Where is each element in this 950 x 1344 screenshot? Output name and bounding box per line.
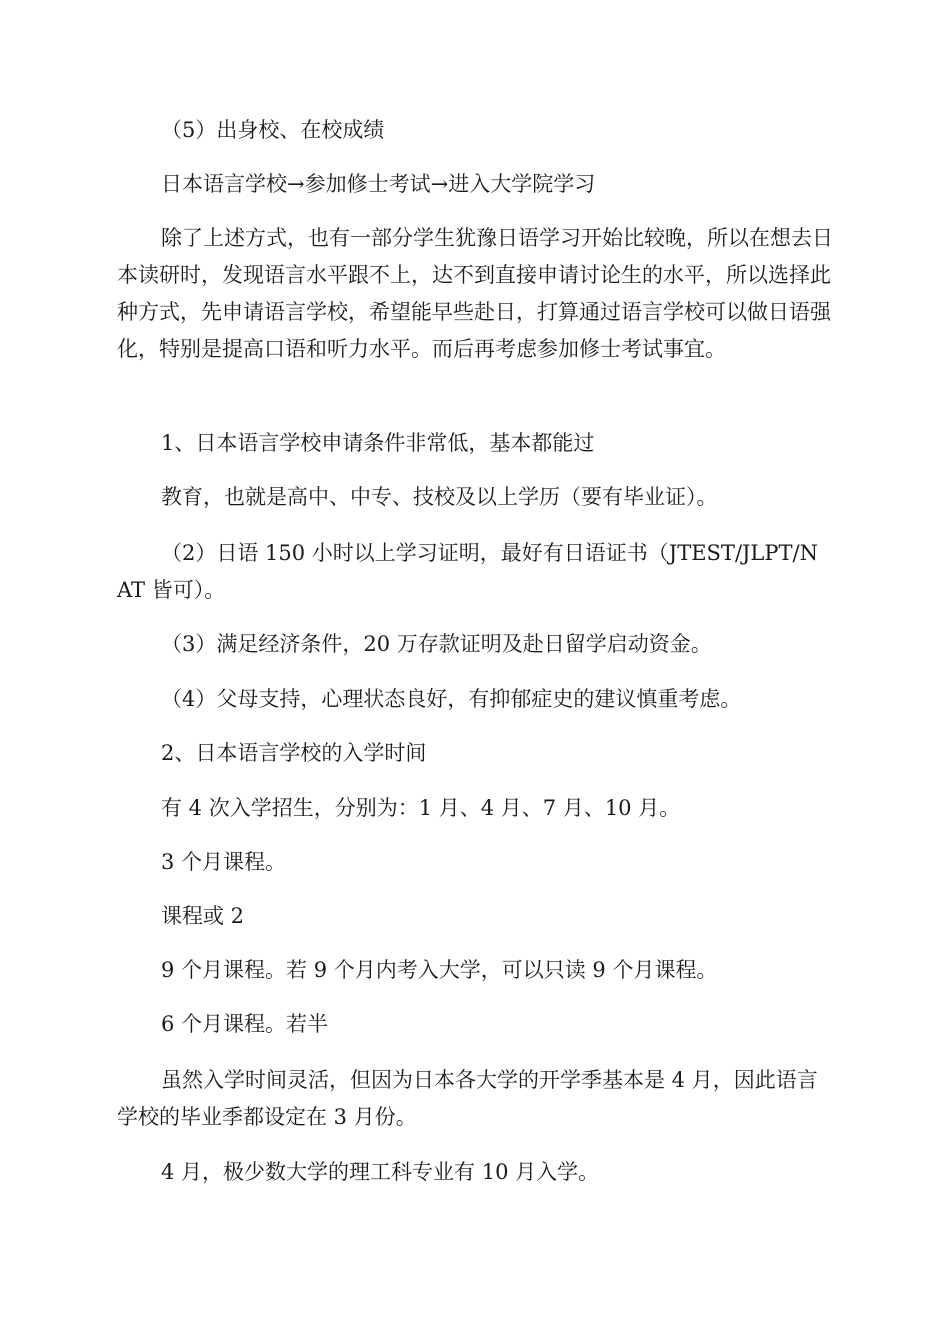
heading-enrollment-time: 2、日本语言学校的入学时间 (161, 741, 427, 765)
paragraph-school-grades: （5）出身校、在校成绩 (161, 118, 385, 142)
paragraph-economic: （3）满足经济条件，20 万存款证明及赴日留学启动资金。 (161, 632, 712, 656)
paragraph-four-intakes: 有 4 次入学招生，分别为：1 月、4 月、7 月、10 月。 (161, 796, 681, 820)
paragraph-parents: （4）父母支持，心理状态良好，有抑郁症史的建议慎重考虑。 (161, 687, 742, 711)
paragraph-three-months: 3 个月课程。 (161, 850, 287, 874)
paragraph-course-or: 课程或 2 (161, 904, 245, 928)
paragraph-language-hours: （2）日语 150 小时以上学习证明，最好有日语证书（JTEST/JLPT/NAT 皆可）。 (117, 541, 818, 602)
paragraph-six-months: 6 个月课程。若半 (161, 1012, 329, 1036)
paragraph-flexible-time: 虽然入学时间灵活，但因为日本各大学的开学季基本是 4 月，因此语言学校的毕业季都设定在 3 月份。 (117, 1068, 818, 1129)
paragraph-intro: 除了上述方式，也有一部分学生犹豫日语学习开始比较晚，所以在想去日本读研时，发现语言水平跟不上，达不到直接申请讨论生的水平，所以选择此种方式，先申请语言学校，希望能早些赴日，打算通过语言学校可以做日语强化，特别是提高口语和听力水平。而后再考虑参加修士考试事宜。 (117, 226, 833, 361)
paragraph-education: 教育，也就是高中、中专、技校及以上学历（要有毕业证）。 (161, 485, 718, 509)
paragraph-april-october: 4 月，极少数大学的理工科专业有 10 月入学。 (161, 1160, 600, 1184)
paragraph-path: 日本语言学校→参加修士考试→进入大学院学习 (161, 172, 596, 196)
heading-requirements: 1、日本语言学校申请条件非常低，基本都能过 (161, 431, 595, 455)
paragraph-nine-months: 9 个月课程。若 9 个月内考入大学，可以只读 9 个月课程。 (161, 958, 718, 982)
